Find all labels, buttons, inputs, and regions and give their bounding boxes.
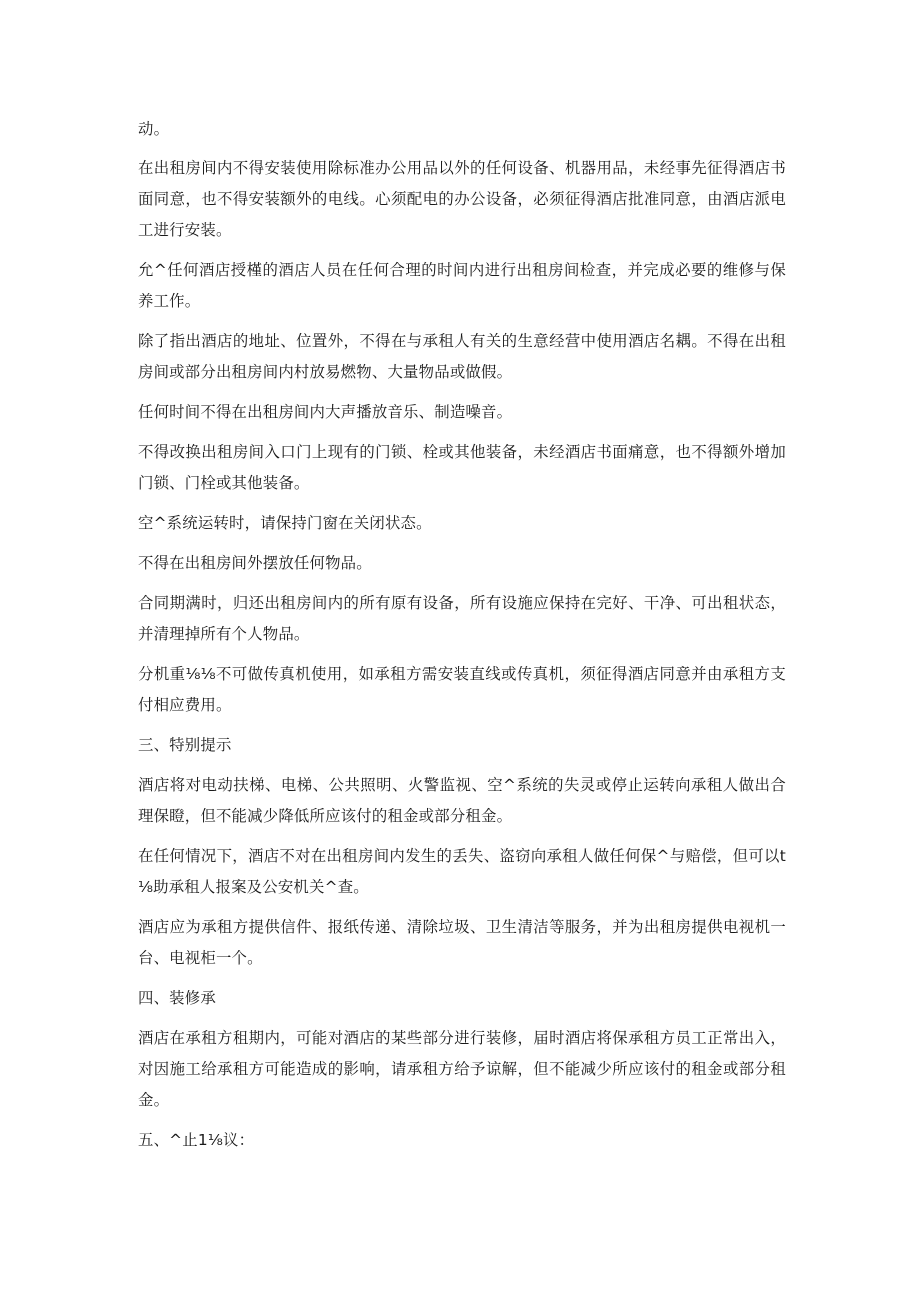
paragraph-services-notice: 酒店应为承租方提供信件、报纸传递、清除垃圾、卫生清洁等服务，并为出租房提供电视机一台、电视柜一个。 — [138, 918, 786, 967]
paragraph-noise-rule: 任何时间不得在出租房间内大声播放音乐、制造噪音。 — [138, 403, 513, 421]
paragraph-continuation: 动。 — [138, 120, 170, 138]
section-heading-termination: 五、^止1⅛议： — [138, 1131, 255, 1149]
paragraph-contract-expiry-rule: 合同期满时，归还出租房间内的所有原有设备，所有设施应保持在完好、干净、可出租状态，并清理掉所有个人物品。 — [138, 594, 786, 643]
paragraph-facility-failure-notice: 酒店将对电动扶梯、电梯、公共照明、火警监视、空^系统的失灵或停止运转向承租人做出合理保瞪，但不能减少降低所应该付的租金或部分租金。 — [138, 776, 786, 825]
section-heading-special-notice: 三、特别提示 — [138, 736, 232, 754]
paragraph-hotel-name-rule: 除了指出酒店的地址、位置外，不得在与承租人有关的生意经营中使用酒店名耦。不得在出租房间或部分出租房间内村放易燃物、大量物品或做假。 — [138, 332, 786, 381]
section-heading-renovation: 四、装修承 — [138, 989, 216, 1007]
paragraph-loss-theft-notice: 在任何情况下，酒店不对在出租房间内发生的丢失、盗窃向承租人做任何保^与赔偿，但可以t⅛助承租人报案及公安机关^查。 — [138, 847, 786, 896]
paragraph-equipment-rule: 在出租房间内不得安装使用除标准办公用品以外的任何设备、机器用品，未经事先征得酒店书面同意，也不得安装额外的电线。心须配电的办公设备，必须征得酒店批准同意，由酒店派电工进行安装。 — [138, 159, 786, 239]
paragraph-ac-rule: 空^系统运转时，请保持门窗在关闭状态。 — [138, 514, 432, 532]
paragraph-outside-items-rule: 不得在出租房间外摆放任何物品。 — [138, 554, 372, 572]
paragraph-lock-rule: 不得改换出租房间入口门上现有的门锁、栓或其他装备，未经酒店书面痛意，也不得额外增加门锁、门栓或其他装备。 — [138, 443, 786, 492]
document-body — [138, 114, 786, 1165]
paragraph-extension-fax-rule: 分机重⅛⅛不可做传真机使用，如承租方需安装直线或传真机，须征得酒店同意并由承租方支付相应费用。 — [138, 665, 786, 714]
paragraph-renovation-terms: 酒店在承租方租期内，可能对酒店的某些部分进行装修，届时酒店将保承租方员工正常出入，对因施工给承租方可能造成的影响，请承租方给予谅解，但不能减少所应该付的租金或部分租金。 — [138, 1029, 786, 1109]
paragraph-inspection-rule: 允^任何酒店授槿的酒店人员在任何合理的时间内进行出租房间检查，并完成必要的维修与保养工作。 — [138, 261, 786, 310]
